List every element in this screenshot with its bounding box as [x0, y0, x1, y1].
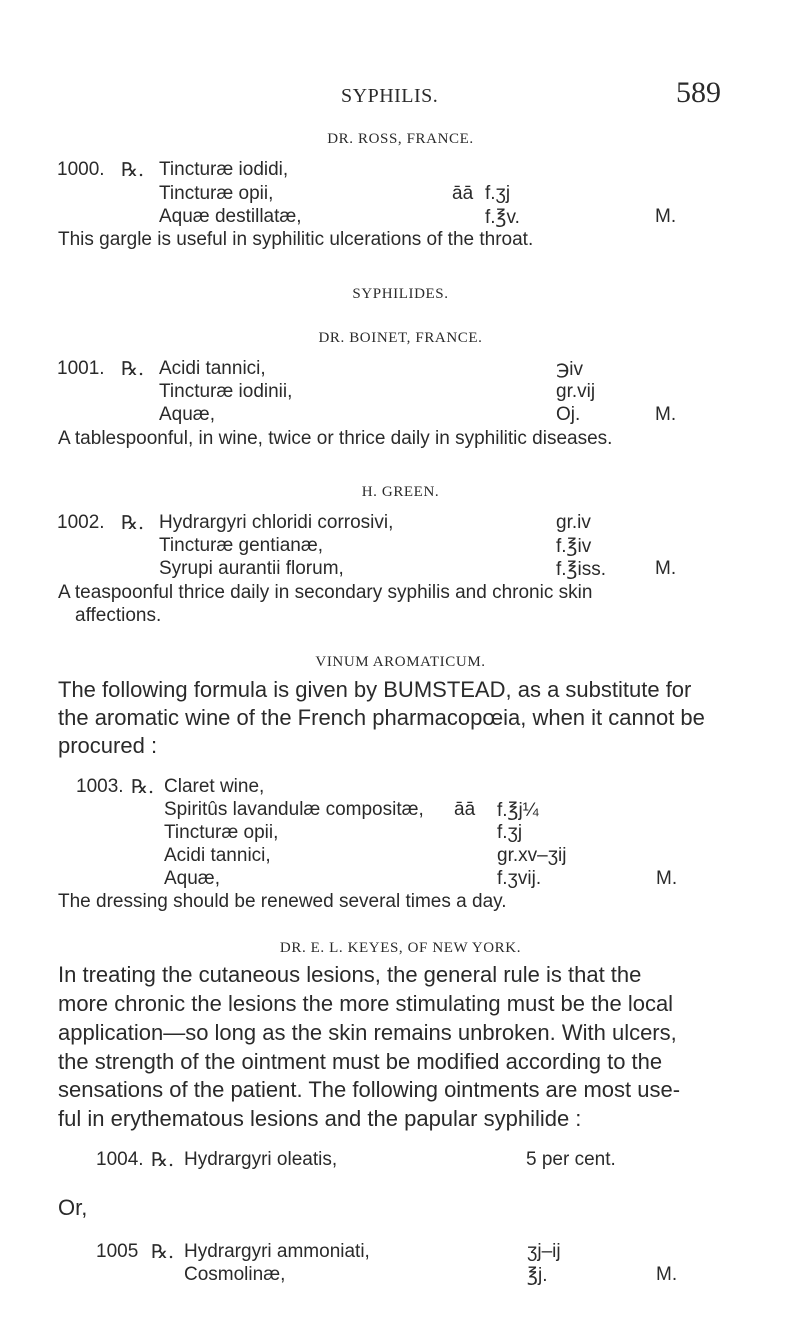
section-heading: H. GREEN.: [361, 484, 440, 500]
running-title: SYPHILIS.: [341, 85, 439, 107]
ingredient-amount: 5 per cent.: [526, 1149, 616, 1170]
directions: A tablespoonful, in wine, twice or thrice daily in syphilitic diseases.: [58, 428, 613, 449]
ingredient-name: Spiritûs lavandulæ compositæ,: [164, 799, 424, 820]
ingredient-qualifier: āā: [454, 799, 476, 820]
section-heading: VINUM AROMATICUM.: [315, 654, 486, 670]
rx-symbol: ℞.: [151, 1241, 175, 1263]
paragraph-line: In treating the cutaneous lesions, the general rule is that the: [58, 962, 642, 987]
formula-number: 1002.: [57, 512, 105, 533]
ingredient-name: Hydrargyri oleatis,: [184, 1149, 338, 1170]
ingredient-amount: ℥j.: [527, 1265, 548, 1286]
rx-symbol: ℞.: [131, 776, 155, 798]
ingredient-name: Syrupi aurantii florum,: [159, 558, 344, 579]
ingredient-qualifier: āā: [452, 183, 474, 204]
ingredient-name: Hydrargyri ammoniati,: [184, 1241, 370, 1262]
section-title: SYPHILIDES.: [352, 286, 449, 302]
ingredient-amount: f.ʒj: [485, 183, 511, 204]
paragraph-line: ful in erythematous lesions and the papular syphilide :: [58, 1106, 582, 1131]
section-heading: DR. BOINET, FRANCE.: [318, 330, 483, 346]
ingredient-name: Acidi tannici,: [159, 358, 266, 379]
ingredient-amount: f.℥iv: [556, 536, 592, 557]
intro-text: The following formula is given by BUMSTEAD, as a substitute for: [58, 677, 692, 702]
formula-number: 1000.: [57, 159, 105, 180]
directions: A teaspoonful thrice daily in secondary syphilis and chronic skin: [58, 582, 593, 603]
intro-text: procured :: [58, 733, 158, 758]
ingredient-name: Tincturæ gentianæ,: [159, 535, 324, 556]
rx-symbol: ℞.: [121, 358, 145, 380]
misce-mark: M.: [655, 558, 677, 579]
ingredient-amount: gr.vij: [556, 381, 596, 402]
section-heading: DR. ROSS, FRANCE.: [327, 131, 474, 147]
misce-mark: M.: [655, 404, 677, 425]
directions: affections.: [75, 605, 162, 626]
rx-symbol: ℞.: [121, 159, 145, 181]
ingredient-amount: ℈iv: [556, 359, 583, 380]
intro-text: the aromatic wine of the French pharmacopœia, when it cannot be: [58, 705, 705, 730]
ingredient-name: Aquæ,: [159, 404, 215, 425]
ingredient-amount: gr.xv–ʒij: [497, 845, 567, 866]
rx-symbol: ℞.: [151, 1149, 175, 1171]
ingredient-name: Hydrargyri chloridi corrosivi,: [159, 512, 394, 533]
paragraph-line: application—so long as the skin remains unbroken. With ulcers,: [58, 1020, 677, 1045]
ingredient-name: Tincturæ iodinii,: [159, 381, 293, 402]
ingredient-amount: Oj.: [556, 404, 581, 425]
ingredient-name: Claret wine,: [164, 776, 265, 797]
misce-mark: M.: [656, 1264, 678, 1285]
directions: This gargle is useful in syphilitic ulcerations of the throat.: [58, 229, 534, 250]
ingredient-name: Cosmolinæ,: [184, 1264, 286, 1285]
ingredient-amount: f.℥iss.: [556, 559, 607, 580]
or-text: Or,: [58, 1195, 88, 1220]
ingredient-name: Tincturæ opii,: [159, 183, 274, 204]
misce-mark: M.: [655, 206, 677, 227]
page-number: 589: [676, 76, 721, 109]
paragraph-line: the strength of the ointment must be modified according to the: [58, 1049, 663, 1074]
formula-number: 1001.: [57, 358, 105, 379]
ingredient-amount: f.ʒvij.: [497, 868, 542, 889]
paragraph-line: more chronic the lesions the more stimulating must be the local: [58, 991, 674, 1016]
rx-symbol: ℞.: [121, 512, 145, 534]
formula-number: 1004.: [96, 1149, 144, 1170]
ingredient-name: Aquæ destillatæ,: [159, 206, 302, 227]
ingredient-name: Acidi tannici,: [164, 845, 271, 866]
ingredient-name: Tincturæ iodidi,: [159, 159, 289, 180]
ingredient-amount: gr.iv: [556, 512, 591, 533]
ingredient-amount: f.ʒj: [497, 822, 523, 843]
ingredient-amount: f.℥j¼: [497, 800, 539, 821]
paragraph-line: sensations of the patient. The following ointments are most use-: [58, 1077, 681, 1102]
section-heading: DR. E. L. KEYES, OF NEW YORK.: [279, 940, 522, 956]
formula-number: 1003.: [76, 776, 124, 797]
formula-number: 1005: [96, 1241, 139, 1262]
misce-mark: M.: [656, 868, 678, 889]
ingredient-amount: ʒj–ij: [527, 1241, 561, 1262]
ingredient-amount: f.℥v.: [485, 207, 520, 228]
ingredient-name: Aquæ,: [164, 868, 220, 889]
ingredient-name: Tincturæ opii,: [164, 822, 279, 843]
directions: The dressing should be renewed several times a day.: [58, 891, 507, 912]
